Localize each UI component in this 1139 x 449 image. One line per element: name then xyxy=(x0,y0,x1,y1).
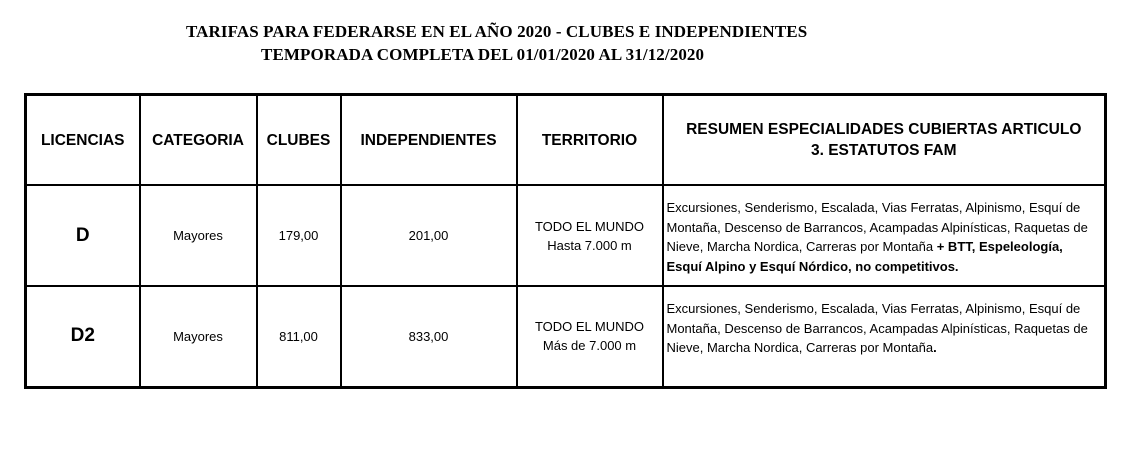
header-clubes: CLUBES xyxy=(257,95,341,186)
territorio-cell xyxy=(517,286,663,387)
header-independientes: INDEPENDIENTES xyxy=(341,95,517,186)
resumen-bold-text: . xyxy=(933,340,937,355)
categoria-cell: Mayores xyxy=(140,286,257,387)
clubes-price-cell: 811,00 xyxy=(257,286,341,387)
territorio-line-1: TODO EL MUNDO xyxy=(534,319,645,335)
independientes-price-cell: 201,00 xyxy=(341,185,517,286)
document-title xyxy=(0,20,1139,66)
header-licencias: LICENCIAS xyxy=(26,95,140,186)
territorio-line-1: TODO EL MUNDO xyxy=(534,218,645,234)
resumen-text: Excursiones, Senderismo, Escalada, Vias Ferratas, Alpinismo, Esquí de Montaña, Descenso de Barrancos, Acampadas Alpinísticas, Raquetas de Nieve, Marcha Nordica, Carreras por Montaña xyxy=(666,301,1088,355)
licencia-cell: D2 xyxy=(26,286,140,387)
resumen-cell xyxy=(663,185,1106,286)
table-row xyxy=(26,286,1106,387)
licencia-cell: D xyxy=(26,185,140,286)
header-categoria: CATEGORIA xyxy=(140,95,257,186)
header-territorio: TERRITORIO xyxy=(517,95,663,186)
header-resumen-line-2: 3. ESTATUTOS FAM xyxy=(810,142,957,159)
territorio-line-2: Más de 7.000 m xyxy=(542,338,637,354)
resumen-cell xyxy=(663,286,1106,387)
independientes-price-cell: 833,00 xyxy=(341,286,517,387)
title-line-1: TARIFAS PARA FEDERARSE EN EL AÑO 2020 - CLUBES E INDEPENDIENTES xyxy=(186,22,808,41)
territorio-line-2: Hasta 7.000 m xyxy=(547,237,632,253)
tariff-table xyxy=(24,93,1107,389)
table-header-row xyxy=(26,95,1106,186)
header-resumen-line-1: RESUMEN ESPECIALIDADES CUBIERTAS ARTICULO xyxy=(686,121,1082,138)
resumen-text: Excursiones, Senderismo, Escalada, Vias Ferratas, Alpinismo, Esquí de Montaña, Descenso de Barrancos, Acampadas Alpinísticas, Raquetas de Nieve, Marcha Nordica, Carreras por Montaña xyxy=(666,200,1088,254)
header-resumen xyxy=(663,95,1106,186)
territorio-cell xyxy=(517,185,663,286)
title-line-2: TEMPORADA COMPLETA DEL 01/01/2020 AL 31/12/2020 xyxy=(261,45,705,64)
clubes-price-cell: 179,00 xyxy=(257,185,341,286)
resumen-bold-text: + BTT, Espeleología, Esquí Alpino y Esquí Nórdico, no competitivos. xyxy=(666,239,1063,274)
table-row xyxy=(26,185,1106,286)
categoria-cell: Mayores xyxy=(140,185,257,286)
